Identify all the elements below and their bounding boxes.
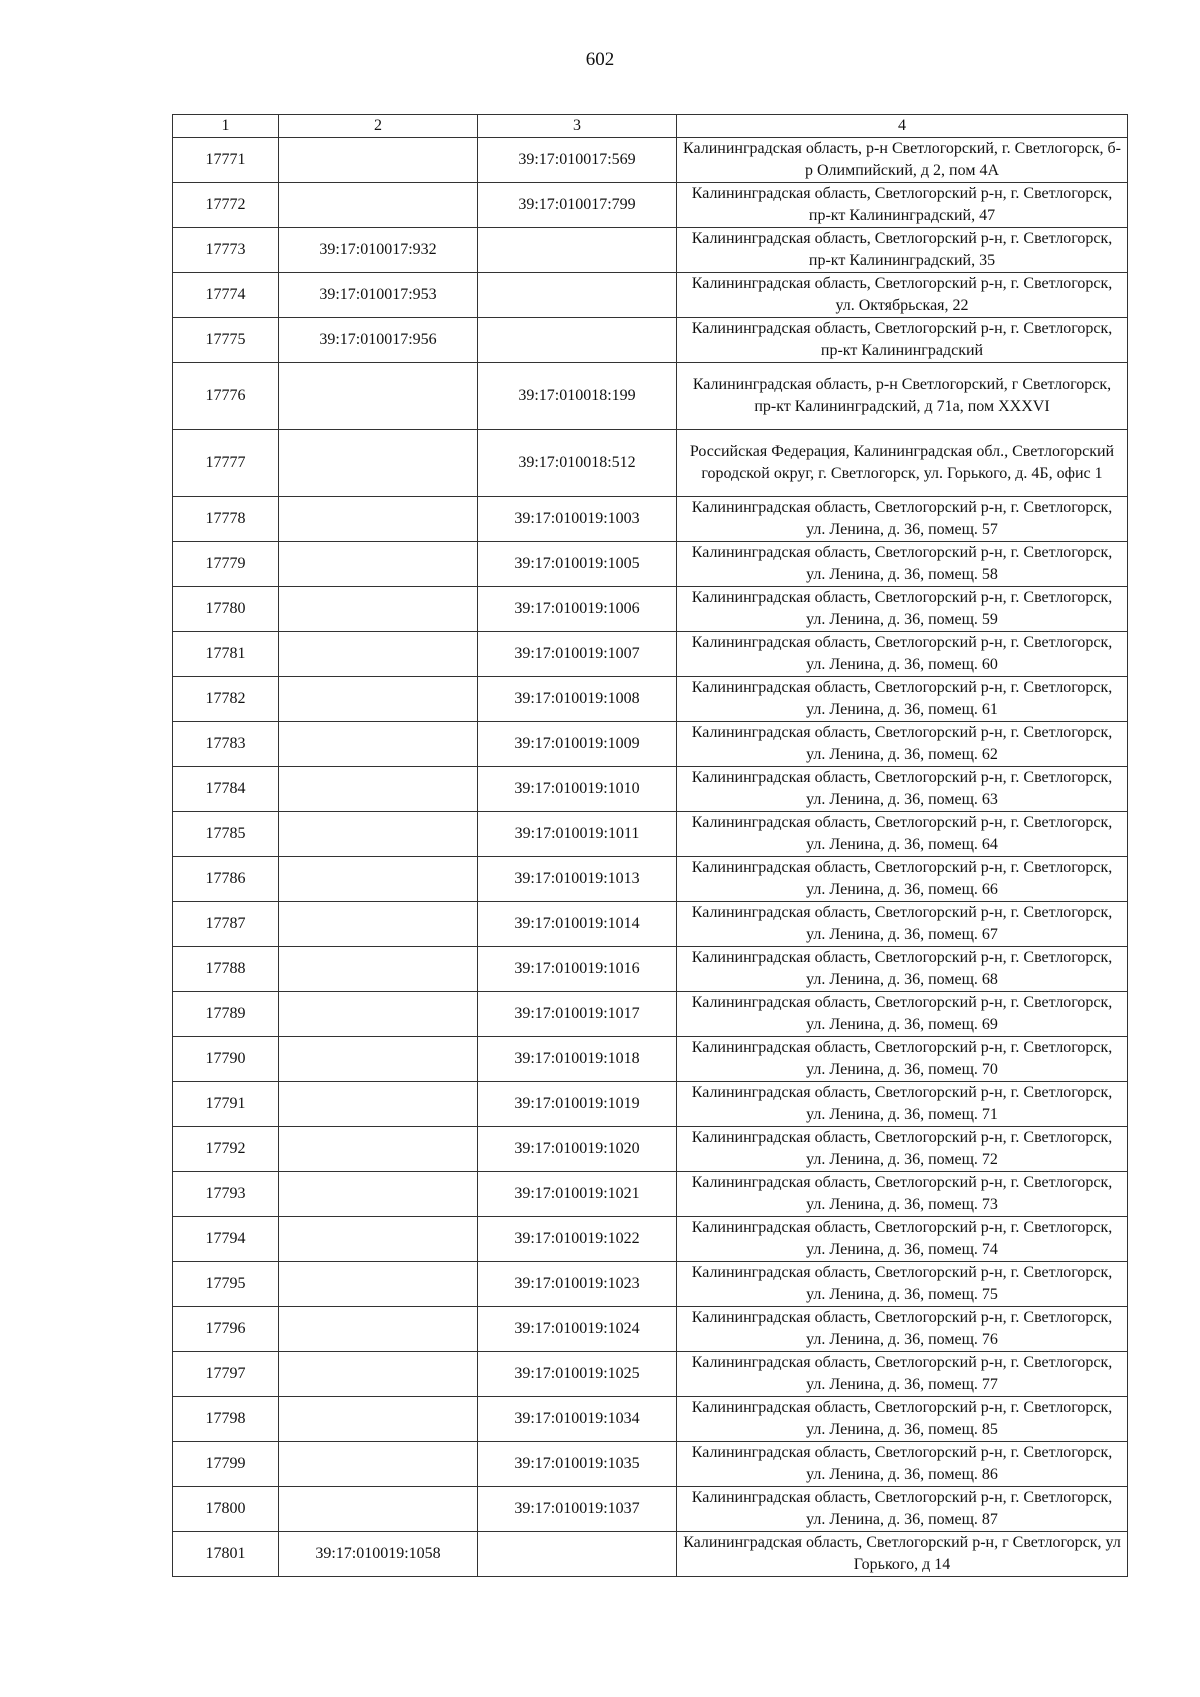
cadastral-number-cell-col3: 39:17:010017:569	[478, 138, 677, 183]
column-header-4: 4	[677, 115, 1128, 138]
cadastral-number-cell-col2	[279, 722, 478, 767]
row-number-cell: 17799	[173, 1442, 279, 1487]
cadastral-number-cell-col2	[279, 1172, 478, 1217]
address-cell: Калининградская область, Светлогорский р-н, г. Светлогорск, пр-кт Калининградский, 47	[677, 183, 1128, 228]
cadastral-number-cell-col3: 39:17:010019:1037	[478, 1487, 677, 1532]
cadastral-number-cell-col3: 39:17:010019:1020	[478, 1127, 677, 1172]
row-number-cell: 17783	[173, 722, 279, 767]
row-number-cell: 17789	[173, 992, 279, 1037]
table-row	[173, 722, 1128, 767]
cadastral-number-cell-col2	[279, 497, 478, 542]
header-row	[173, 115, 1128, 138]
table-row	[173, 632, 1128, 677]
row-number-cell: 17788	[173, 947, 279, 992]
cadastral-number-cell-col2: 39:17:010017:956	[279, 318, 478, 363]
table-row	[173, 1532, 1128, 1577]
cadastral-number-cell-col2	[279, 632, 478, 677]
address-cell: Калининградская область, Светлогорский р-н, г. Светлогорск, ул. Ленина, д. 36, помещ. 72	[677, 1127, 1128, 1172]
row-number-cell: 17795	[173, 1262, 279, 1307]
row-number-cell: 17781	[173, 632, 279, 677]
cadastral-number-cell-col3: 39:17:010019:1006	[478, 587, 677, 632]
address-cell: Калининградская область, Светлогорский р-н, г. Светлогорск, ул. Ленина, д. 36, помещ. 67	[677, 902, 1128, 947]
column-header-2: 2	[279, 115, 478, 138]
cadastral-number-cell-col3: 39:17:010019:1025	[478, 1352, 677, 1397]
table-row	[173, 587, 1128, 632]
cadastral-number-cell-col2	[279, 902, 478, 947]
table-row	[173, 363, 1128, 430]
cadastral-number-cell-col2	[279, 542, 478, 587]
address-cell: Калининградская область, Светлогорский р-н, г. Светлогорск, ул. Октябрьская, 22	[677, 273, 1128, 318]
cadastral-number-cell-col2	[279, 1082, 478, 1127]
address-cell: Калининградская область, Светлогорский р-н, г. Светлогорск, ул. Ленина, д. 36, помещ. 66	[677, 857, 1128, 902]
table-row	[173, 183, 1128, 228]
table-row	[173, 1442, 1128, 1487]
row-number-cell: 17800	[173, 1487, 279, 1532]
cadastral-number-cell-col3	[478, 228, 677, 273]
row-number-cell: 17798	[173, 1397, 279, 1442]
table-row	[173, 857, 1128, 902]
table-row	[173, 138, 1128, 183]
row-number-cell: 17774	[173, 273, 279, 318]
table-row	[173, 1487, 1128, 1532]
cadastral-number-cell-col3: 39:17:010019:1034	[478, 1397, 677, 1442]
row-number-cell: 17779	[173, 542, 279, 587]
cadastral-number-cell-col2	[279, 857, 478, 902]
row-number-cell: 17801	[173, 1532, 279, 1577]
address-cell: Калининградская область, Светлогорский р-н, г. Светлогорск, ул. Ленина, д. 36, помещ. 70	[677, 1037, 1128, 1082]
address-cell: Калининградская область, Светлогорский р-н, г. Светлогорск, ул. Ленина, д. 36, помещ. 59	[677, 587, 1128, 632]
address-cell: Калининградская область, Светлогорский р-н, г. Светлогорск, ул. Ленина, д. 36, помещ. 57	[677, 497, 1128, 542]
cadastral-number-cell-col3: 39:17:010019:1024	[478, 1307, 677, 1352]
address-cell: Калининградская область, Светлогорский р-н, г. Светлогорск, ул. Ленина, д. 36, помещ. 87	[677, 1487, 1128, 1532]
table-row	[173, 497, 1128, 542]
row-number-cell: 17784	[173, 767, 279, 812]
address-cell: Калининградская область, Светлогорский р-н, г. Светлогорск, ул. Ленина, д. 36, помещ. 61	[677, 677, 1128, 722]
address-cell: Калининградская область, Светлогорский р-н, г. Светлогорск, ул. Ленина, д. 36, помещ. 86	[677, 1442, 1128, 1487]
cadastral-number-cell-col2	[279, 138, 478, 183]
table-row	[173, 1307, 1128, 1352]
cadastral-number-cell-col2	[279, 812, 478, 857]
cadastral-number-cell-col3: 39:17:010019:1017	[478, 992, 677, 1037]
column-header-3: 3	[478, 115, 677, 138]
row-number-cell: 17772	[173, 183, 279, 228]
row-number-cell: 17777	[173, 430, 279, 497]
address-cell: Калининградская область, р-н Светлогорский, г Светлогорск, пр-кт Калининградский, д 71а, пом XXXVI	[677, 363, 1128, 430]
cadastral-number-cell-col2	[279, 1262, 478, 1307]
table-header	[173, 115, 1128, 138]
row-number-cell: 17776	[173, 363, 279, 430]
cadastral-number-cell-col3: 39:17:010019:1021	[478, 1172, 677, 1217]
cadastral-number-cell-col3: 39:17:010019:1003	[478, 497, 677, 542]
cadastral-number-cell-col3: 39:17:010019:1022	[478, 1217, 677, 1262]
cadastral-number-cell-col2	[279, 1397, 478, 1442]
cadastral-number-cell-col3: 39:17:010019:1011	[478, 812, 677, 857]
address-cell: Российская Федерация, Калининградская обл., Светлогорский городской округ, г. Светлогорск, ул. Горького, д. 4Б, офис 1	[677, 430, 1128, 497]
address-cell: Калининградская область, Светлогорский р-н, г. Светлогорск, пр-кт Калининградский	[677, 318, 1128, 363]
cadastral-number-cell-col2	[279, 1487, 478, 1532]
cadastral-number-cell-col3: 39:17:010019:1008	[478, 677, 677, 722]
table-row	[173, 273, 1128, 318]
cadastral-number-cell-col3: 39:17:010017:799	[478, 183, 677, 228]
row-number-cell: 17794	[173, 1217, 279, 1262]
cadastral-number-cell-col2	[279, 363, 478, 430]
cadastral-number-cell-col2	[279, 767, 478, 812]
address-cell: Калининградская область, Светлогорский р-н, г. Светлогорск, ул. Ленина, д. 36, помещ. 73	[677, 1172, 1128, 1217]
cadastral-number-cell-col3: 39:17:010019:1035	[478, 1442, 677, 1487]
cadastral-number-cell-col2	[279, 1352, 478, 1397]
cadastral-number-cell-col3: 39:17:010019:1013	[478, 857, 677, 902]
table-body	[173, 138, 1128, 1577]
row-number-cell: 17780	[173, 587, 279, 632]
address-cell: Калининградская область, Светлогорский р-н, г Светлогорск, ул Горького, д 14	[677, 1532, 1128, 1577]
cadastral-number-cell-col3: 39:17:010019:1010	[478, 767, 677, 812]
cadastral-number-cell-col2: 39:17:010019:1058	[279, 1532, 478, 1577]
address-cell: Калининградская область, Светлогорский р-н, г. Светлогорск, ул. Ленина, д. 36, помещ. 74	[677, 1217, 1128, 1262]
table-row	[173, 1082, 1128, 1127]
address-cell: Калининградская область, р-н Светлогорский, г. Светлогорск, б-р Олимпийский, д 2, пом 4А	[677, 138, 1128, 183]
cadastral-number-cell-col3: 39:17:010019:1014	[478, 902, 677, 947]
cadastral-number-cell-col2	[279, 430, 478, 497]
cadastral-number-cell-col3: 39:17:010019:1018	[478, 1037, 677, 1082]
address-cell: Калининградская область, Светлогорский р-н, г. Светлогорск, пр-кт Калининградский, 35	[677, 228, 1128, 273]
address-cell: Калининградская область, Светлогорский р-н, г. Светлогорск, ул. Ленина, д. 36, помещ. 58	[677, 542, 1128, 587]
cadastral-number-cell-col3: 39:17:010019:1009	[478, 722, 677, 767]
table-row	[173, 542, 1128, 587]
table-row	[173, 1262, 1128, 1307]
cadastral-number-cell-col2	[279, 1217, 478, 1262]
registry-table	[172, 114, 1128, 1577]
table-row	[173, 1172, 1128, 1217]
column-header-1: 1	[173, 115, 279, 138]
table-row	[173, 812, 1128, 857]
page-number: 602	[585, 49, 615, 70]
address-cell: Калининградская область, Светлогорский р-н, г. Светлогорск, ул. Ленина, д. 36, помещ. 76	[677, 1307, 1128, 1352]
address-cell: Калининградская область, Светлогорский р-н, г. Светлогорск, ул. Ленина, д. 36, помещ. 77	[677, 1352, 1128, 1397]
row-number-cell: 17782	[173, 677, 279, 722]
cadastral-number-cell-col3: 39:17:010019:1005	[478, 542, 677, 587]
address-cell: Калининградская область, Светлогорский р-н, г. Светлогорск, ул. Ленина, д. 36, помещ. 68	[677, 947, 1128, 992]
address-cell: Калининградская область, Светлогорский р-н, г. Светлогорск, ул. Ленина, д. 36, помещ. 60	[677, 632, 1128, 677]
row-number-cell: 17793	[173, 1172, 279, 1217]
table-row	[173, 677, 1128, 722]
cadastral-number-cell-col3	[478, 318, 677, 363]
cadastral-number-cell-col2	[279, 1037, 478, 1082]
cadastral-number-cell-col3	[478, 273, 677, 318]
address-cell: Калининградская область, Светлогорский р-н, г. Светлогорск, ул. Ленина, д. 36, помещ. 75	[677, 1262, 1128, 1307]
table-row	[173, 318, 1128, 363]
cadastral-number-cell-col2	[279, 992, 478, 1037]
cadastral-number-cell-col2: 39:17:010017:932	[279, 228, 478, 273]
table-row	[173, 902, 1128, 947]
table-row	[173, 767, 1128, 812]
row-number-cell: 17790	[173, 1037, 279, 1082]
address-cell: Калининградская область, Светлогорский р-н, г. Светлогорск, ул. Ленина, д. 36, помещ. 62	[677, 722, 1128, 767]
cadastral-number-cell-col3: 39:17:010019:1007	[478, 632, 677, 677]
row-number-cell: 17797	[173, 1352, 279, 1397]
address-cell: Калининградская область, Светлогорский р-н, г. Светлогорск, ул. Ленина, д. 36, помещ. 63	[677, 767, 1128, 812]
cadastral-number-cell-col3: 39:17:010018:199	[478, 363, 677, 430]
table-row	[173, 1397, 1128, 1442]
table-row	[173, 228, 1128, 273]
table-row	[173, 1352, 1128, 1397]
cadastral-number-cell-col3: 39:17:010019:1016	[478, 947, 677, 992]
row-number-cell: 17791	[173, 1082, 279, 1127]
cadastral-number-cell-col2	[279, 1307, 478, 1352]
row-number-cell: 17771	[173, 138, 279, 183]
cadastral-number-cell-col2	[279, 1442, 478, 1487]
table-row	[173, 1217, 1128, 1262]
address-cell: Калининградская область, Светлогорский р-н, г. Светлогорск, ул. Ленина, д. 36, помещ. 69	[677, 992, 1128, 1037]
table-row	[173, 1127, 1128, 1172]
table-row	[173, 430, 1128, 497]
cadastral-number-cell-col2	[279, 1127, 478, 1172]
table-row	[173, 1037, 1128, 1082]
table-row	[173, 947, 1128, 992]
address-cell: Калининградская область, Светлогорский р-н, г. Светлогорск, ул. Ленина, д. 36, помещ. 71	[677, 1082, 1128, 1127]
cadastral-number-cell-col3: 39:17:010019:1023	[478, 1262, 677, 1307]
row-number-cell: 17778	[173, 497, 279, 542]
row-number-cell: 17792	[173, 1127, 279, 1172]
cadastral-number-cell-col3: 39:17:010019:1019	[478, 1082, 677, 1127]
row-number-cell: 17796	[173, 1307, 279, 1352]
row-number-cell: 17787	[173, 902, 279, 947]
row-number-cell: 17775	[173, 318, 279, 363]
cadastral-number-cell-col2	[279, 947, 478, 992]
table-row	[173, 992, 1128, 1037]
cadastral-number-cell-col3: 39:17:010018:512	[478, 430, 677, 497]
row-number-cell: 17773	[173, 228, 279, 273]
cadastral-number-cell-col3	[478, 1532, 677, 1577]
cadastral-number-cell-col2: 39:17:010017:953	[279, 273, 478, 318]
row-number-cell: 17786	[173, 857, 279, 902]
cadastral-number-cell-col2	[279, 587, 478, 632]
address-cell: Калининградская область, Светлогорский р-н, г. Светлогорск, ул. Ленина, д. 36, помещ. 64	[677, 812, 1128, 857]
cadastral-number-cell-col2	[279, 677, 478, 722]
cadastral-number-cell-col2	[279, 183, 478, 228]
address-cell: Калининградская область, Светлогорский р-н, г. Светлогорск, ул. Ленина, д. 36, помещ. 85	[677, 1397, 1128, 1442]
row-number-cell: 17785	[173, 812, 279, 857]
